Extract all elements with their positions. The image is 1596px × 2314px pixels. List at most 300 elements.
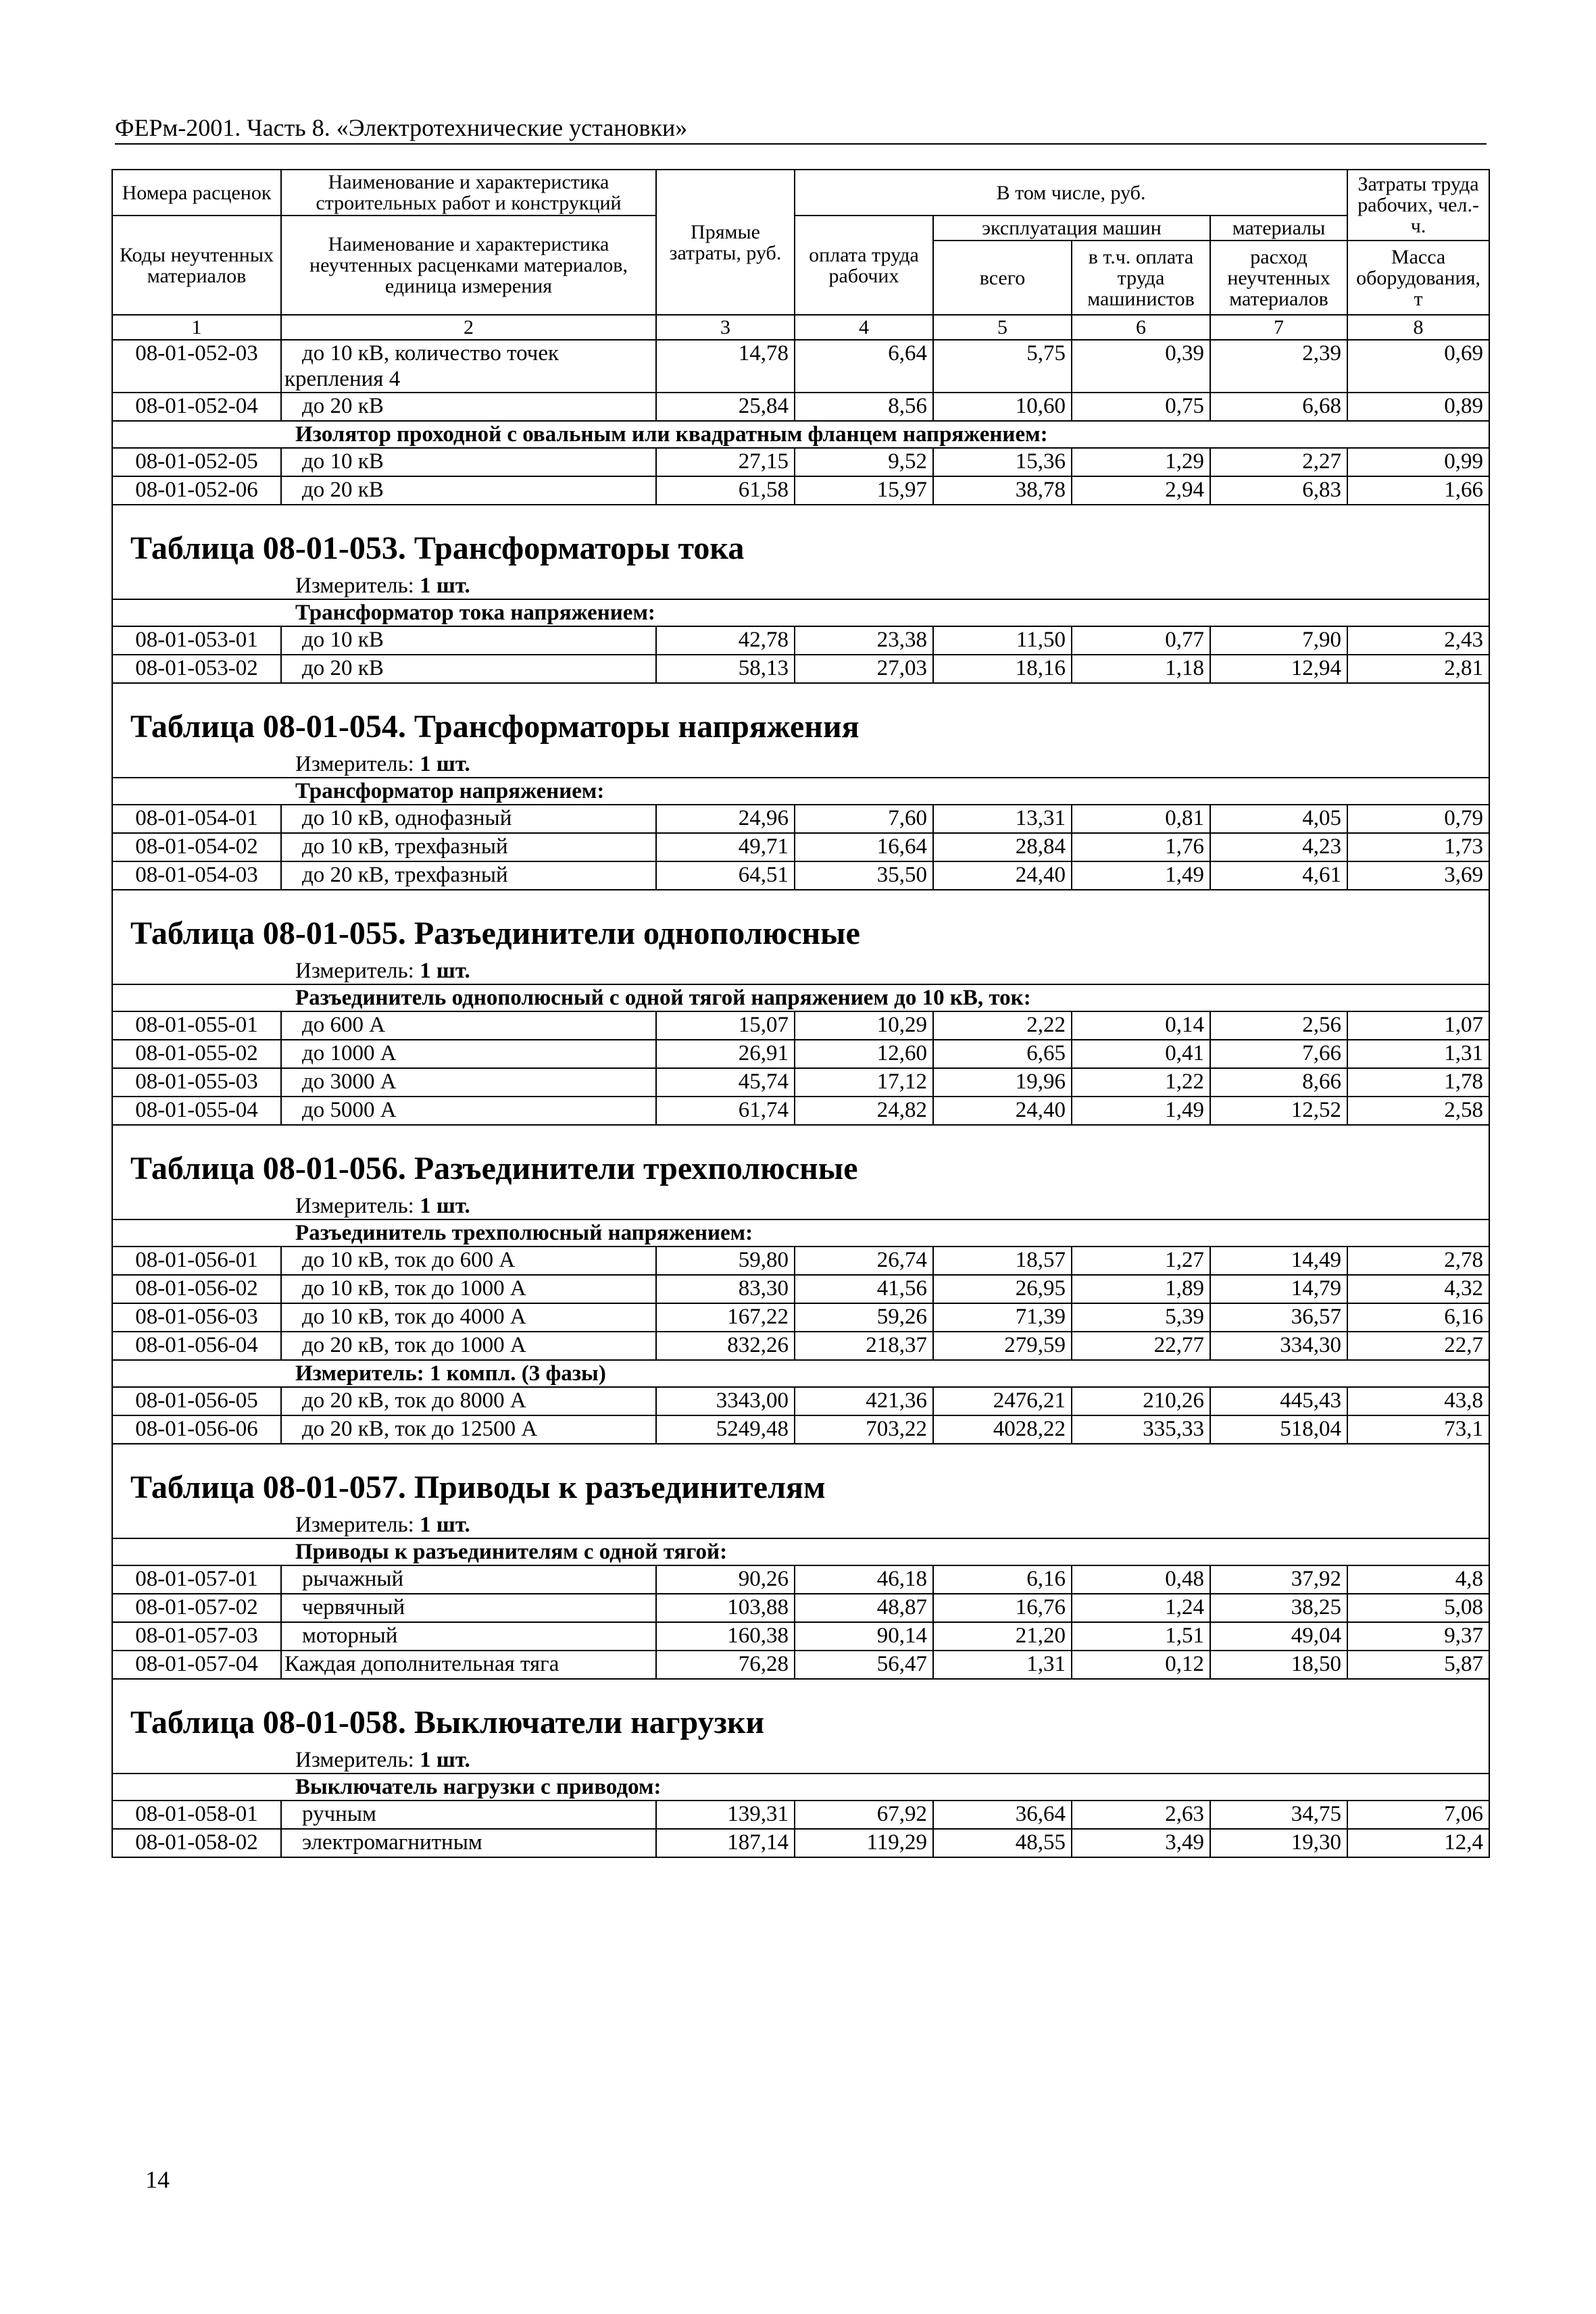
value-cell: 18,16	[933, 655, 1072, 683]
group-label: Выключатель нагрузки с приводом:	[112, 1774, 1489, 1801]
value-cell: 2,81	[1347, 655, 1489, 683]
value-cell: 67,92	[795, 1801, 933, 1829]
value-cell: 1,27	[1072, 1247, 1210, 1275]
table-row	[112, 1011, 1489, 1040]
rates-table	[111, 169, 1490, 1858]
value-cell: 48,87	[795, 1594, 933, 1622]
value-cell: 64,51	[656, 861, 795, 890]
value-cell: 22,77	[1072, 1332, 1210, 1360]
value-cell: 38,25	[1210, 1594, 1347, 1622]
rate-name-text: моторный	[302, 1624, 398, 1648]
group-row	[112, 778, 1489, 805]
table-row	[112, 626, 1489, 655]
unit-value: 1 шт.	[420, 1513, 470, 1537]
value-cell: 4,05	[1210, 805, 1347, 833]
rate-name-text: рычажный	[302, 1567, 404, 1591]
table-title-row	[112, 1679, 1489, 1747]
value-cell: 6,68	[1210, 393, 1347, 421]
rate-code: 08-01-056-05	[112, 1387, 281, 1415]
rate-name	[281, 1565, 656, 1594]
col-num-2: 2	[281, 315, 656, 340]
group-row	[112, 1774, 1489, 1801]
value-cell: 49,71	[656, 833, 795, 861]
value-cell: 27,03	[795, 655, 933, 683]
rate-name	[281, 1303, 656, 1332]
value-cell: 1,76	[1072, 833, 1210, 861]
rate-name	[281, 1801, 656, 1829]
value-cell: 6,65	[933, 1040, 1072, 1068]
included-header: В том числе, руб.	[795, 170, 1347, 216]
value-cell: 2,22	[933, 1011, 1072, 1040]
unit-line	[112, 573, 1489, 599]
table-row	[112, 1068, 1489, 1097]
rate-name-text: до 20 кВ, ток до 1000 А	[302, 1333, 526, 1357]
group-label: Приводы к разъединителям с одной тягой:	[112, 1538, 1489, 1565]
value-cell: 83,30	[656, 1275, 795, 1303]
rate-name-text: электромагнитным	[302, 1830, 482, 1855]
value-cell: 334,30	[1210, 1332, 1347, 1360]
group-label: Разъединитель однополюсный с одной тягой напряжением до 10 кВ, ток:	[112, 984, 1489, 1011]
value-cell: 35,50	[795, 861, 933, 890]
unit-line	[112, 1360, 1489, 1387]
rate-name-text: червячный	[302, 1595, 405, 1619]
value-cell: 0,69	[1347, 340, 1489, 393]
group-row	[112, 421, 1489, 448]
unit-line	[112, 958, 1489, 984]
value-cell: 518,04	[1210, 1415, 1347, 1444]
table-title: Таблица 08-01-058. Выключатели нагрузки	[112, 1679, 1489, 1747]
col1-bottom: Коды неучтенных материалов	[112, 216, 281, 315]
table-row	[112, 1594, 1489, 1622]
table-row	[112, 833, 1489, 861]
value-cell: 13,31	[933, 805, 1072, 833]
rate-name	[281, 476, 656, 505]
col-num-1: 1	[112, 315, 281, 340]
rate-code: 08-01-056-01	[112, 1247, 281, 1275]
value-cell: 8,56	[795, 393, 933, 421]
value-cell: 0,39	[1072, 340, 1210, 393]
value-cell: 12,4	[1347, 1829, 1489, 1857]
rate-name-text: до 5000 А	[302, 1098, 397, 1122]
table-row	[112, 1275, 1489, 1303]
value-cell: 7,06	[1347, 1801, 1489, 1829]
col-num-5: 5	[933, 315, 1072, 340]
rate-code: 08-01-052-03	[112, 340, 281, 393]
group-label: Изолятор проходной с овальным или квадратным фланцем напряжением:	[112, 421, 1489, 448]
price-table-sheet	[111, 169, 1489, 1858]
value-cell: 1,49	[1072, 1097, 1210, 1125]
table-row	[112, 861, 1489, 890]
rate-name	[281, 861, 656, 890]
pay-header: оплата труда рабочих	[795, 216, 933, 315]
value-cell: 36,57	[1210, 1303, 1347, 1332]
rate-name	[281, 1332, 656, 1360]
value-cell: 7,66	[1210, 1040, 1347, 1068]
unit-row	[112, 751, 1489, 778]
value-cell: 0,79	[1347, 805, 1489, 833]
unit-row	[112, 1360, 1489, 1387]
table-row	[112, 805, 1489, 833]
unit-value: 1 шт.	[420, 1748, 470, 1772]
value-cell: 6,64	[795, 340, 933, 393]
rate-code: 08-01-057-04	[112, 1651, 281, 1679]
value-cell: 1,66	[1347, 476, 1489, 505]
value-cell: 12,52	[1210, 1097, 1347, 1125]
value-cell: 58,13	[656, 655, 795, 683]
rate-name-text: до 10 кВ	[302, 628, 384, 652]
value-cell: 1,07	[1347, 1011, 1489, 1040]
value-cell: 19,96	[933, 1068, 1072, 1097]
value-cell: 0,99	[1347, 448, 1489, 476]
rate-code: 08-01-052-04	[112, 393, 281, 421]
value-cell: 0,48	[1072, 1565, 1210, 1594]
value-cell: 1,49	[1072, 861, 1210, 890]
value-cell: 8,66	[1210, 1068, 1347, 1097]
table-row	[112, 1303, 1489, 1332]
rate-code: 08-01-053-02	[112, 655, 281, 683]
value-cell: 34,75	[1210, 1801, 1347, 1829]
value-cell: 4,23	[1210, 833, 1347, 861]
value-cell: 1,31	[1347, 1040, 1489, 1068]
unit-line	[112, 1747, 1489, 1774]
rate-code: 08-01-052-05	[112, 448, 281, 476]
value-cell: 279,59	[933, 1332, 1072, 1360]
table-title: Таблица 08-01-057. Приводы к разъединителям	[112, 1444, 1489, 1512]
table-row	[112, 1565, 1489, 1594]
value-cell: 335,33	[1072, 1415, 1210, 1444]
value-cell: 27,15	[656, 448, 795, 476]
value-cell: 5,87	[1347, 1651, 1489, 1679]
table-title: Таблица 08-01-055. Разъединители однополюсные	[112, 890, 1489, 958]
rate-name-text: до 600 А	[302, 1013, 386, 1037]
rate-code: 08-01-058-02	[112, 1829, 281, 1857]
rate-code: 08-01-056-06	[112, 1415, 281, 1444]
value-cell: 15,07	[656, 1011, 795, 1040]
mass-header: Масса оборудования, т	[1347, 241, 1489, 315]
unit-label: Измеритель:	[295, 752, 414, 776]
value-cell: 5,08	[1347, 1594, 1489, 1622]
col2-bottom: Наименование и характеристика неучтенных расценками материалов, единица измерения	[281, 216, 656, 315]
col1-top: Номера расценок	[112, 170, 281, 216]
value-cell: 167,22	[656, 1303, 795, 1332]
value-cell: 160,38	[656, 1622, 795, 1651]
table-row	[112, 476, 1489, 505]
group-label: Разъединитель трехполюсный напряжением:	[112, 1219, 1489, 1247]
value-cell: 36,64	[933, 1801, 1072, 1829]
value-cell: 1,18	[1072, 655, 1210, 683]
table-title-row	[112, 683, 1489, 751]
rate-code: 08-01-054-02	[112, 833, 281, 861]
col-num-7: 7	[1210, 315, 1347, 340]
value-cell: 1,31	[933, 1651, 1072, 1679]
unit-row	[112, 958, 1489, 984]
rate-name-text: до 3000 А	[302, 1070, 397, 1094]
rate-name-text: до 20 кВ	[302, 478, 384, 502]
value-cell: 14,79	[1210, 1275, 1347, 1303]
unit-row	[112, 1747, 1489, 1774]
unit-value: 1 компл. (3 фазы)	[430, 1361, 606, 1386]
value-cell: 119,29	[795, 1829, 933, 1857]
value-cell: 56,47	[795, 1651, 933, 1679]
value-cell: 3,49	[1072, 1829, 1210, 1857]
rate-name	[281, 1247, 656, 1275]
rate-name-text: до 10 кВ, трехфазный	[302, 834, 508, 859]
rate-name	[281, 1387, 656, 1415]
table-row	[112, 1622, 1489, 1651]
table-row	[112, 1040, 1489, 1068]
value-cell: 21,20	[933, 1622, 1072, 1651]
table-row	[112, 448, 1489, 476]
machines-header: эксплуатация машин	[933, 216, 1210, 241]
value-cell: 19,30	[1210, 1829, 1347, 1857]
rate-name	[281, 1594, 656, 1622]
rate-name-text: до 20 кВ, трехфазный	[302, 863, 508, 887]
value-cell: 0,77	[1072, 626, 1210, 655]
value-cell: 61,58	[656, 476, 795, 505]
rate-name	[281, 1275, 656, 1303]
value-cell: 38,78	[933, 476, 1072, 505]
value-cell: 16,64	[795, 833, 933, 861]
value-cell: 49,04	[1210, 1622, 1347, 1651]
rate-name	[281, 393, 656, 421]
value-cell: 10,29	[795, 1011, 933, 1040]
unit-label: Измеритель:	[295, 1361, 424, 1386]
rate-code: 08-01-054-03	[112, 861, 281, 890]
table-title: Таблица 08-01-054. Трансформаторы напряжения	[112, 683, 1489, 751]
rate-name-text: до 10 кВ, ток до 4000 А	[302, 1305, 526, 1329]
value-cell: 9,37	[1347, 1622, 1489, 1651]
unit-value: 1 шт.	[420, 574, 470, 598]
rate-name	[281, 1651, 656, 1679]
rate-code: 08-01-055-02	[112, 1040, 281, 1068]
table-row	[112, 655, 1489, 683]
rate-name	[281, 1097, 656, 1125]
value-cell: 61,74	[656, 1097, 795, 1125]
value-cell: 1,24	[1072, 1594, 1210, 1622]
rate-code: 08-01-053-01	[112, 626, 281, 655]
unit-line	[112, 1193, 1489, 1219]
value-cell: 90,26	[656, 1565, 795, 1594]
col-num-8: 8	[1347, 315, 1489, 340]
value-cell: 1,78	[1347, 1068, 1489, 1097]
rate-name-text: до 10 кВ, количество точек	[302, 341, 559, 366]
value-cell: 0,81	[1072, 805, 1210, 833]
rate-name-text: до 20 кВ	[302, 394, 384, 418]
table-title: Таблица 08-01-056. Разъединители трехполюсные	[112, 1125, 1489, 1193]
header-rule	[115, 143, 1487, 145]
rate-name-text: до 1000 А	[302, 1041, 397, 1065]
unit-label: Измеритель:	[295, 959, 414, 983]
table-row	[112, 1415, 1489, 1444]
value-cell: 37,92	[1210, 1565, 1347, 1594]
rate-code: 08-01-055-03	[112, 1068, 281, 1097]
value-cell: 59,26	[795, 1303, 933, 1332]
rate-name	[281, 1040, 656, 1068]
value-cell: 73,1	[1347, 1415, 1489, 1444]
value-cell: 59,80	[656, 1247, 795, 1275]
value-cell: 45,74	[656, 1068, 795, 1097]
value-cell: 90,14	[795, 1622, 933, 1651]
value-cell: 7,90	[1210, 626, 1347, 655]
group-row	[112, 599, 1489, 626]
rate-name	[281, 655, 656, 683]
group-row	[112, 1538, 1489, 1565]
value-cell: 9,52	[795, 448, 933, 476]
machines-pay-header: в т.ч. оплата труда машинистов	[1072, 241, 1210, 315]
value-cell: 1,73	[1347, 833, 1489, 861]
value-cell: 0,12	[1072, 1651, 1210, 1679]
table-title-row	[112, 1125, 1489, 1193]
table-title-row	[112, 890, 1489, 958]
table-row	[112, 1387, 1489, 1415]
value-cell: 25,84	[656, 393, 795, 421]
unit-value: 1 шт.	[420, 959, 470, 983]
unit-row	[112, 1193, 1489, 1219]
value-cell: 2,39	[1210, 340, 1347, 393]
col2-top: Наименование и характеристика строительных работ и конструкций	[281, 170, 656, 216]
rate-name-text: до 20 кВ, ток до 8000 А	[302, 1388, 526, 1413]
value-cell: 5249,48	[656, 1415, 795, 1444]
value-cell: 48,55	[933, 1829, 1072, 1857]
rate-name	[281, 1415, 656, 1444]
value-cell: 2,27	[1210, 448, 1347, 476]
value-cell: 10,60	[933, 393, 1072, 421]
value-cell: 421,36	[795, 1387, 933, 1415]
rate-code: 08-01-057-01	[112, 1565, 281, 1594]
unit-line	[112, 1512, 1489, 1538]
value-cell: 4,8	[1347, 1565, 1489, 1594]
value-cell: 42,78	[656, 626, 795, 655]
value-cell: 2,43	[1347, 626, 1489, 655]
rate-name	[281, 833, 656, 861]
rate-code: 08-01-056-04	[112, 1332, 281, 1360]
group-label: Трансформатор тока напряжением:	[112, 599, 1489, 626]
table-title: Таблица 08-01-053. Трансформаторы тока	[112, 505, 1489, 573]
unit-label: Измеритель:	[295, 1513, 414, 1537]
rate-name-text: до 10 кВ, однофазный	[302, 806, 512, 830]
table-row	[112, 1247, 1489, 1275]
table-head	[112, 170, 1489, 340]
value-cell: 14,49	[1210, 1247, 1347, 1275]
table-row	[112, 1801, 1489, 1829]
group-label: Трансформатор напряжением:	[112, 778, 1489, 805]
value-cell: 7,60	[795, 805, 933, 833]
rate-code: 08-01-056-03	[112, 1303, 281, 1332]
value-cell: 103,88	[656, 1594, 795, 1622]
col-num-4: 4	[795, 315, 933, 340]
rate-code: 08-01-054-01	[112, 805, 281, 833]
group-row	[112, 1219, 1489, 1247]
value-cell: 5,75	[933, 340, 1072, 393]
value-cell: 0,14	[1072, 1011, 1210, 1040]
value-cell: 3,69	[1347, 861, 1489, 890]
value-cell: 26,91	[656, 1040, 795, 1068]
value-cell: 11,50	[933, 626, 1072, 655]
rate-name-cont: крепления 4	[284, 367, 401, 391]
table-row	[112, 1829, 1489, 1857]
materials-header: материалы	[1210, 216, 1347, 241]
value-cell: 1,29	[1072, 448, 1210, 476]
rate-name-text: до 10 кВ	[302, 449, 384, 474]
value-cell: 2476,21	[933, 1387, 1072, 1415]
rate-code: 08-01-058-01	[112, 1801, 281, 1829]
value-cell: 26,95	[933, 1275, 1072, 1303]
rate-name-text: до 10 кВ, ток до 1000 А	[302, 1276, 526, 1301]
value-cell: 16,76	[933, 1594, 1072, 1622]
unit-row	[112, 573, 1489, 599]
value-cell: 2,56	[1210, 1011, 1347, 1040]
value-cell: 26,74	[795, 1247, 933, 1275]
table-row	[112, 1651, 1489, 1679]
value-cell: 2,58	[1347, 1097, 1489, 1125]
value-cell: 2,63	[1072, 1801, 1210, 1829]
value-cell: 24,82	[795, 1097, 933, 1125]
table-row	[112, 393, 1489, 421]
value-cell: 1,89	[1072, 1275, 1210, 1303]
rate-name	[281, 448, 656, 476]
rate-name	[281, 1622, 656, 1651]
table-body	[112, 340, 1489, 1857]
machines-total-header: всего	[933, 241, 1072, 315]
value-cell: 17,12	[795, 1068, 933, 1097]
table-row	[112, 1097, 1489, 1125]
rate-name	[281, 626, 656, 655]
value-cell: 15,97	[795, 476, 933, 505]
table-title-row	[112, 505, 1489, 573]
rate-code: 08-01-057-02	[112, 1594, 281, 1622]
rate-name	[281, 340, 656, 393]
unit-label: Измеритель:	[295, 1194, 414, 1218]
table-row	[112, 1332, 1489, 1360]
col3-header: Прямые затраты, руб.	[656, 170, 795, 315]
value-cell: 445,43	[1210, 1387, 1347, 1415]
rate-name-text: до 20 кВ, ток до 12500 А	[302, 1417, 538, 1441]
value-cell: 4,61	[1210, 861, 1347, 890]
value-cell: 4028,22	[933, 1415, 1072, 1444]
col-num-6: 6	[1072, 315, 1210, 340]
value-cell: 6,16	[1347, 1303, 1489, 1332]
unit-label: Измеритель:	[295, 1748, 414, 1772]
value-cell: 4,32	[1347, 1275, 1489, 1303]
value-cell: 0,41	[1072, 1040, 1210, 1068]
value-cell: 71,39	[933, 1303, 1072, 1332]
rate-name-text: Каждая дополнительная тяга	[284, 1652, 559, 1676]
value-cell: 0,75	[1072, 393, 1210, 421]
rate-code: 08-01-056-02	[112, 1275, 281, 1303]
value-cell: 46,18	[795, 1565, 933, 1594]
value-cell: 24,40	[933, 861, 1072, 890]
materials-sub-header: расход неучтенных материалов	[1210, 241, 1347, 315]
value-cell: 3343,00	[656, 1387, 795, 1415]
value-cell: 187,14	[656, 1829, 795, 1857]
value-cell: 76,28	[656, 1651, 795, 1679]
value-cell: 1,22	[1072, 1068, 1210, 1097]
value-cell: 41,56	[795, 1275, 933, 1303]
value-cell: 14,78	[656, 340, 795, 393]
rate-name	[281, 1068, 656, 1097]
rate-name-text: до 10 кВ, ток до 600 А	[302, 1248, 516, 1272]
value-cell: 6,16	[933, 1565, 1072, 1594]
rate-name-text: ручным	[302, 1802, 376, 1826]
labor-header: Затраты труда рабочих, чел.-ч.	[1347, 170, 1489, 241]
value-cell: 218,37	[795, 1332, 933, 1360]
rate-name	[281, 1011, 656, 1040]
group-row	[112, 984, 1489, 1011]
value-cell: 18,57	[933, 1247, 1072, 1275]
value-cell: 15,36	[933, 448, 1072, 476]
value-cell: 43,8	[1347, 1387, 1489, 1415]
page-header: ФЕРм-2001. Часть 8. «Электротехнические установки»	[115, 114, 688, 141]
